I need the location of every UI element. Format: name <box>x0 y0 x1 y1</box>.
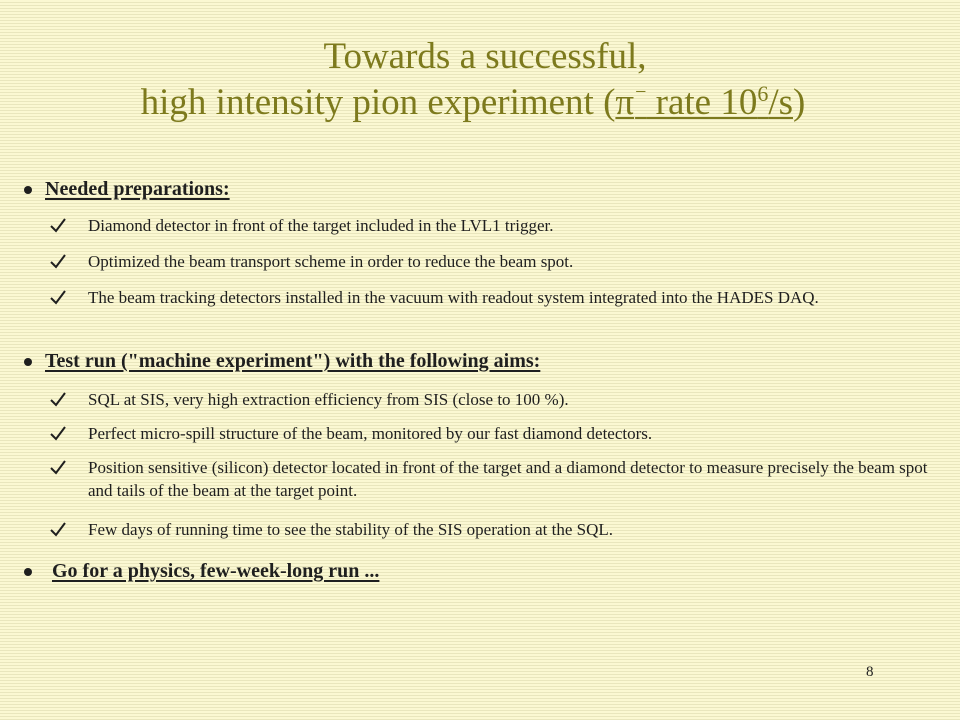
list-item-text: Perfect micro-spill structure of the beam, monitored by our fast diamond detectors. <box>88 424 653 443</box>
checkmark-icon <box>48 457 68 477</box>
list-item-text: Position sensitive (silicon) detector located in front of the target and a diamond detector to measure precisely the beam spot and tails of the beam at the target point. <box>88 458 928 500</box>
title-minus-superscript: − <box>635 81 647 103</box>
checkmark-icon <box>48 287 68 307</box>
list-item <box>72 286 940 309</box>
slide-title <box>0 34 960 126</box>
list-item-text: Few days of running time to see the stability of the SIS operation at the SQL. <box>88 520 614 539</box>
list-item <box>72 214 940 237</box>
list-item <box>72 422 940 445</box>
title-line-2 <box>0 80 960 126</box>
title-line-1: Towards a successful, <box>323 36 647 77</box>
title-rate-text: rate 10 <box>646 82 758 123</box>
list-item-text: The beam tracking detectors installed in the vacuum with readout system integrated into the HADES DAQ. <box>88 288 819 307</box>
list-item-text: Diamond detector in front of the target included in the LVL1 trigger. <box>88 216 554 235</box>
checkmark-icon <box>48 215 68 235</box>
title-line-2-prefix: high intensity pion experiment ( <box>140 82 616 123</box>
title-line-2-suffix: ) <box>793 82 806 123</box>
checkmark-icon <box>48 423 68 443</box>
list-item <box>72 250 940 273</box>
title-exponent: 6 <box>757 81 769 106</box>
title-unit: /s <box>768 82 794 123</box>
list-item-text: SQL at SIS, very high extraction efficiency from SIS (close to 100 %). <box>88 390 569 409</box>
bullet-dot-icon <box>24 358 32 366</box>
checkmark-icon <box>48 251 68 271</box>
section-heading-text: Test run ("machine experiment") with the following aims: <box>45 350 541 372</box>
section-heading-test-run <box>24 350 540 373</box>
list-item <box>72 388 940 411</box>
section-heading-text: Go for a physics, few-week-long run ... <box>52 560 380 582</box>
checkmark-icon <box>48 519 68 539</box>
list-item <box>72 456 940 502</box>
bullet-dot-icon <box>24 568 32 576</box>
list-item <box>72 518 940 541</box>
section-heading-physics-run <box>24 560 379 583</box>
page-number: 8 <box>866 664 874 680</box>
title-underlined-rate <box>615 82 793 123</box>
list-item-text: Optimized the beam transport scheme in order to reduce the beam spot. <box>88 252 574 271</box>
title-pi-symbol: π <box>615 82 635 123</box>
section-heading-preparations <box>24 178 230 201</box>
checkmark-icon <box>48 389 68 409</box>
section-heading-text: Needed preparations: <box>45 178 230 200</box>
bullet-dot-icon <box>24 186 32 194</box>
